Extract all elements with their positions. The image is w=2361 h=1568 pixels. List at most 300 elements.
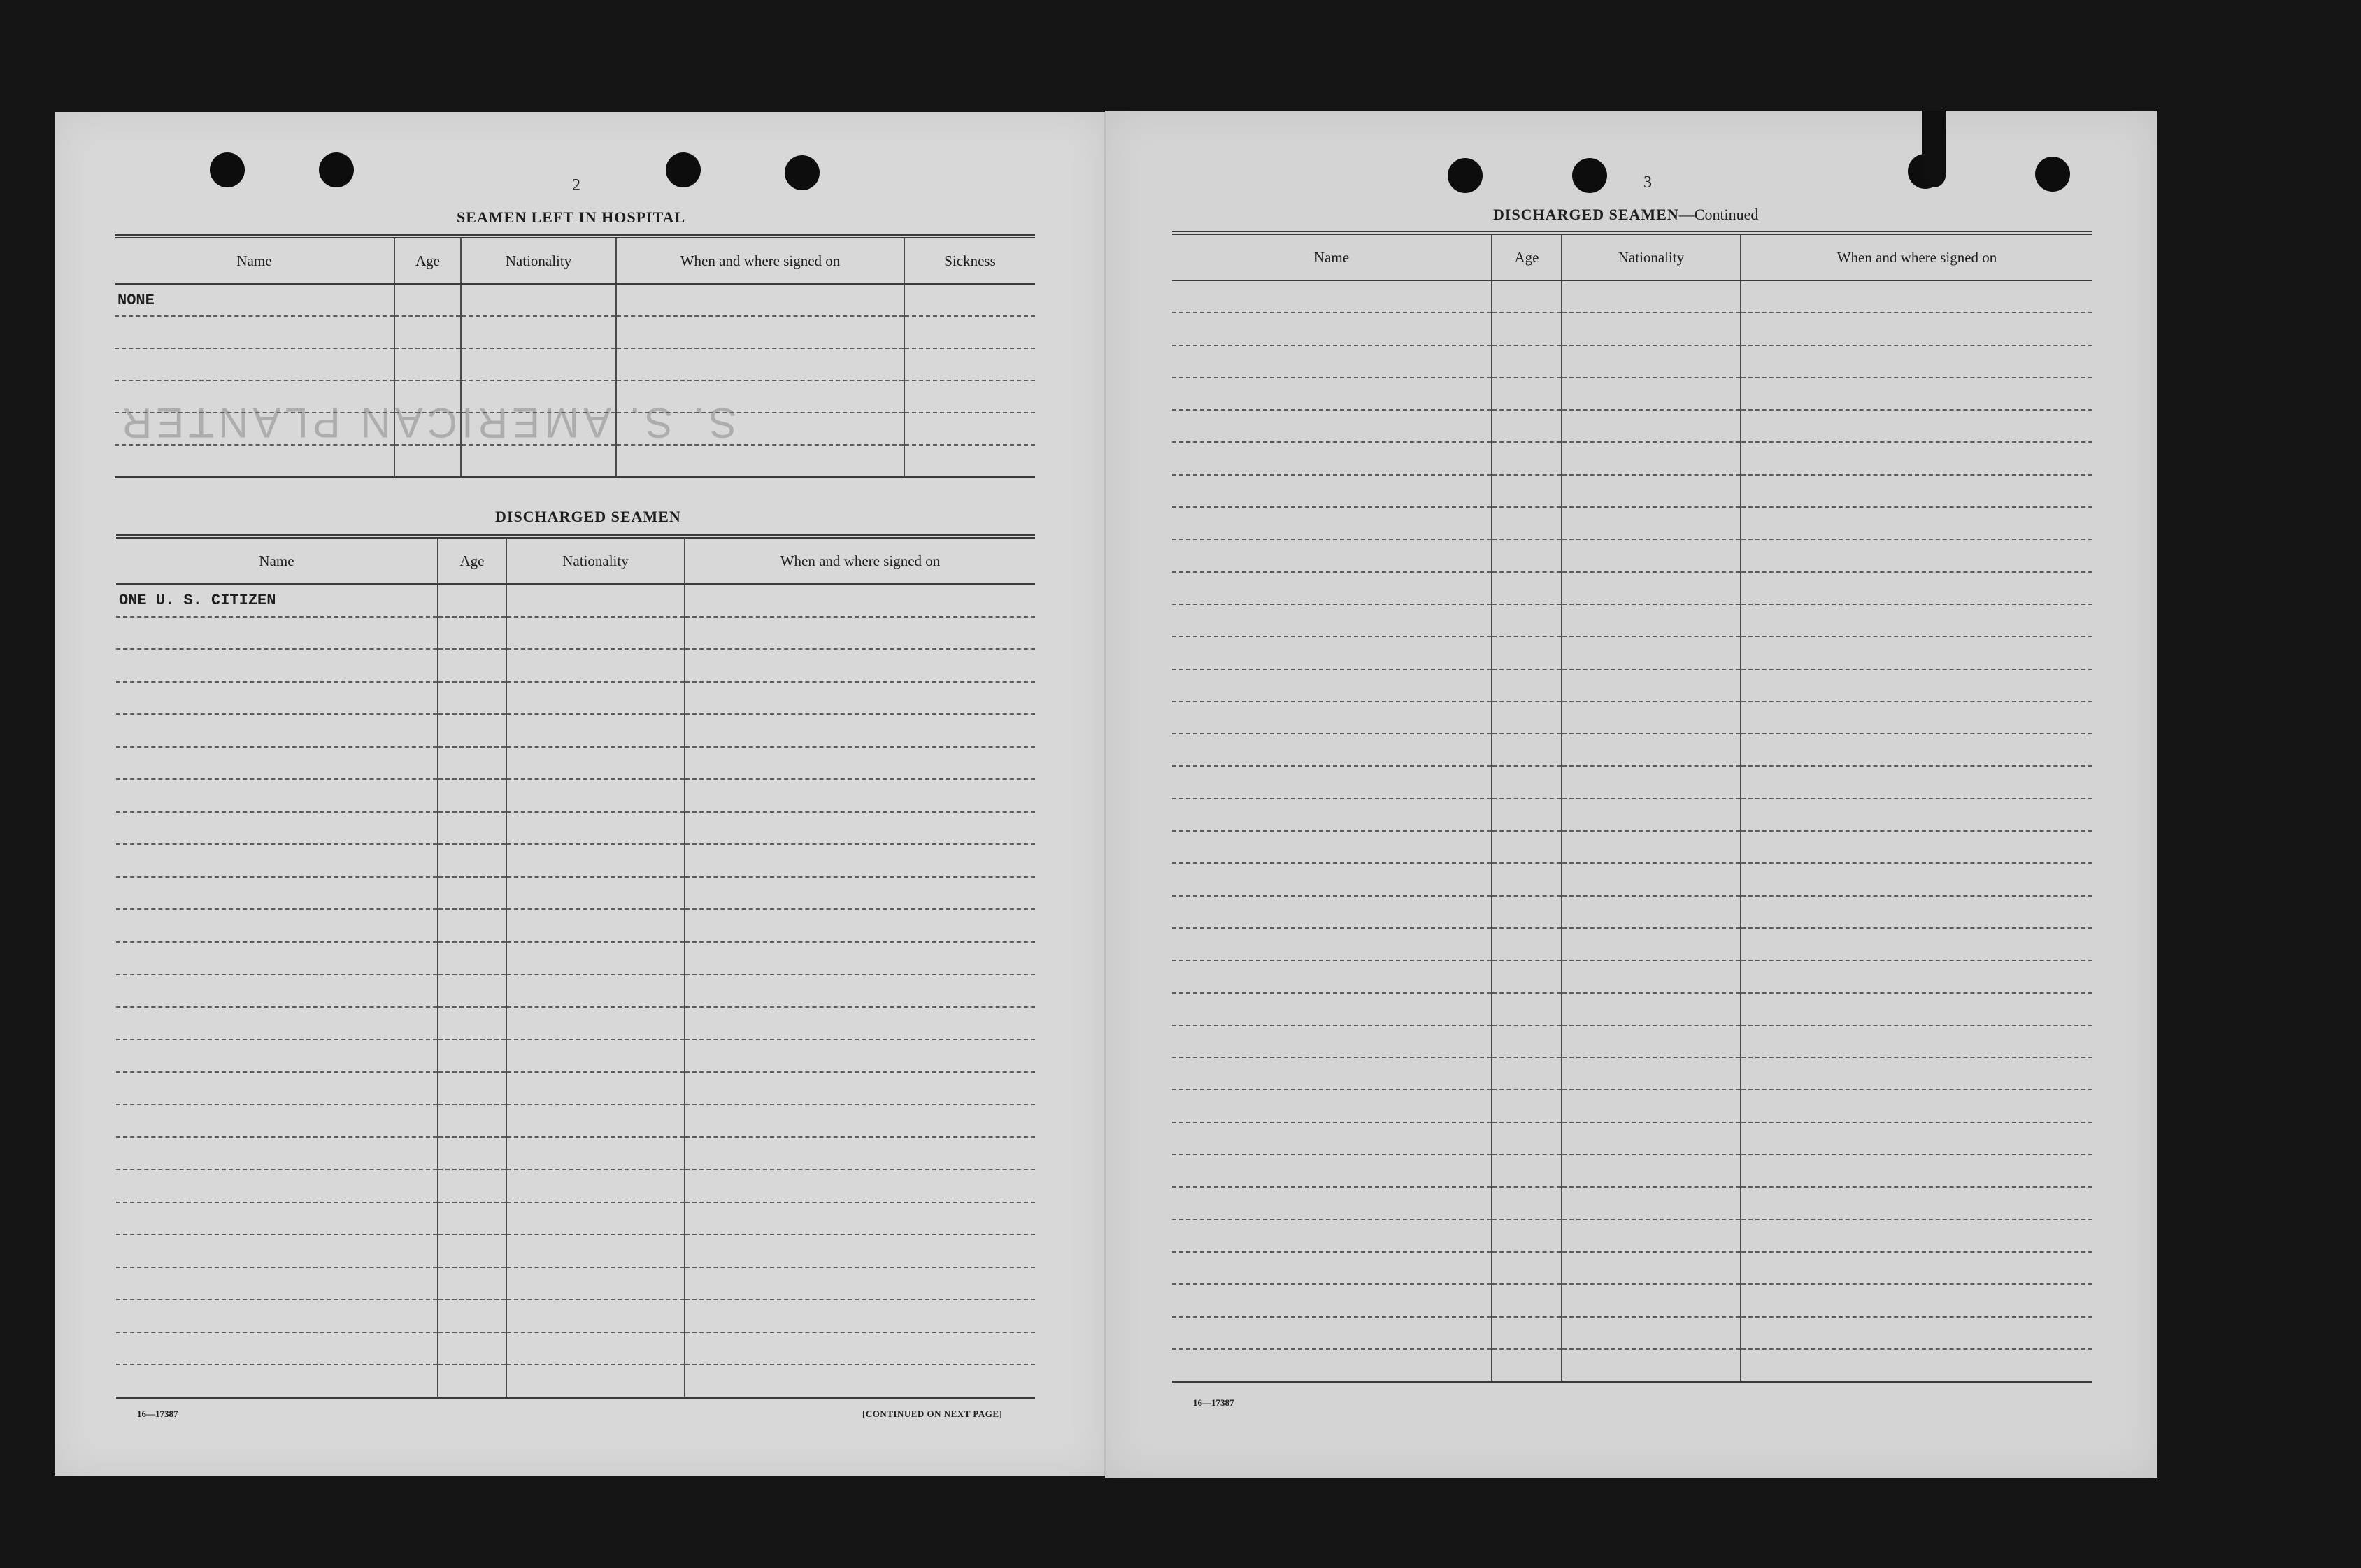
table-cell (685, 844, 1035, 877)
table-cell (116, 1299, 438, 1332)
table-cell (616, 413, 904, 445)
table-row (1172, 378, 2092, 410)
table-cell (1741, 604, 2092, 636)
table-row (116, 747, 1035, 780)
table-row (1172, 345, 2092, 378)
table-cell (1492, 1252, 1562, 1284)
table-row (1172, 1220, 2092, 1252)
table-cell (506, 1072, 685, 1105)
form-number: 16—17387 (137, 1409, 178, 1419)
table-cell (438, 1007, 506, 1040)
table-row (1172, 928, 2092, 960)
table-row (115, 380, 1035, 413)
table-cell (1492, 1284, 1562, 1316)
table-cell (1172, 1155, 1492, 1187)
table-cell (1562, 799, 1741, 831)
table-cell (685, 747, 1035, 780)
table-cell (685, 1267, 1035, 1300)
column-header: Age (394, 236, 461, 284)
right-page (1105, 111, 2157, 1478)
table-cell (116, 1267, 438, 1300)
table-cell (685, 1364, 1035, 1397)
table-cell (1741, 539, 2092, 571)
table-row (1172, 1090, 2092, 1122)
table-cell (116, 779, 438, 812)
table-cell (1562, 766, 1741, 798)
table-cell (1492, 475, 1562, 507)
table-cell (685, 974, 1035, 1007)
continued-title-suffix: —Continued (1678, 206, 1759, 223)
table-cell (1562, 572, 1741, 604)
table-cell (506, 1332, 685, 1365)
punch-hole-icon (1572, 158, 1607, 193)
table-row (116, 1104, 1035, 1137)
table-cell (1562, 378, 1741, 410)
table-cell (685, 714, 1035, 747)
table-cell (394, 445, 461, 478)
column-header: Age (438, 536, 506, 584)
table-cell (1741, 1187, 2092, 1219)
table-cell (506, 584, 685, 617)
table-cell (1562, 896, 1741, 928)
table-cell (1492, 1187, 1562, 1219)
table-cell (115, 380, 394, 413)
left-page (55, 112, 1105, 1476)
table-cell (1492, 442, 1562, 474)
table-row (1172, 766, 2092, 798)
table-cell (1492, 1155, 1562, 1187)
table-row (1172, 313, 2092, 345)
table-row (116, 909, 1035, 942)
table-cell (506, 682, 685, 715)
table-row (115, 316, 1035, 348)
table-cell (116, 844, 438, 877)
table-cell (116, 1169, 438, 1202)
table-cell (1741, 313, 2092, 345)
table-cell (438, 844, 506, 877)
table-cell (1172, 1090, 1492, 1122)
table-row (1172, 280, 2092, 313)
table-cell (1492, 636, 1562, 669)
table-cell (1492, 313, 1562, 345)
table-cell (1562, 1317, 1741, 1349)
table-cell (1172, 734, 1492, 766)
table-row (1172, 1155, 2092, 1187)
table-row (1172, 1025, 2092, 1057)
table-cell (461, 380, 616, 413)
table-cell (904, 348, 1035, 380)
table-cell (616, 284, 904, 316)
table-cell (1562, 1284, 1741, 1316)
table-cell (1172, 896, 1492, 928)
table-cell (116, 812, 438, 845)
table-cell (506, 877, 685, 910)
table-cell (1741, 766, 2092, 798)
table-cell (685, 1104, 1035, 1137)
table-row (116, 714, 1035, 747)
table-row (1172, 1349, 2092, 1382)
table-row (116, 649, 1035, 682)
table-cell (1741, 572, 2092, 604)
table-cell (1562, 734, 1741, 766)
table-row (116, 844, 1035, 877)
table-cell (506, 1299, 685, 1332)
table-cell (1562, 475, 1741, 507)
table-cell (685, 877, 1035, 910)
column-header: Name (1172, 233, 1492, 280)
table-cell (685, 812, 1035, 845)
table-row (116, 974, 1035, 1007)
table-cell (1172, 863, 1492, 895)
table-cell (1562, 831, 1741, 863)
table-cell (506, 1267, 685, 1300)
table-cell (1172, 960, 1492, 992)
table-cell (506, 909, 685, 942)
table-cell (1492, 539, 1562, 571)
table-cell (438, 1169, 506, 1202)
table-cell (904, 445, 1035, 478)
table-cell (461, 316, 616, 348)
table-cell (1492, 345, 1562, 378)
punch-hole-icon (2035, 157, 2070, 192)
table-cell (1741, 701, 2092, 734)
table-cell (1562, 1090, 1741, 1122)
table-cell (438, 714, 506, 747)
table-cell: ONE U. S. CITIZEN (116, 584, 438, 617)
table-cell (1562, 701, 1741, 734)
table-row (1172, 410, 2092, 442)
table-row (1172, 636, 2092, 669)
table-cell (1172, 928, 1492, 960)
table-row (116, 1169, 1035, 1202)
table-cell (438, 974, 506, 1007)
table-cell (1741, 831, 2092, 863)
table-cell: NONE (115, 284, 394, 316)
table-row (116, 1072, 1035, 1105)
table-cell (438, 1104, 506, 1137)
table-cell (1492, 1220, 1562, 1252)
table-row (115, 413, 1035, 445)
table-cell (1562, 1057, 1741, 1090)
table-cell (1492, 378, 1562, 410)
table-cell (506, 617, 685, 650)
table-cell (116, 1007, 438, 1040)
table-row (116, 1332, 1035, 1365)
table-cell (1741, 378, 2092, 410)
table-cell (616, 316, 904, 348)
column-header: Nationality (461, 236, 616, 284)
table-cell (1492, 1090, 1562, 1122)
column-header: Age (1492, 233, 1562, 280)
page-number: 2 (572, 176, 580, 194)
table-cell (1492, 896, 1562, 928)
page-fold (1104, 112, 1106, 1476)
table-row (116, 877, 1035, 910)
table-cell (685, 909, 1035, 942)
table-cell (1172, 604, 1492, 636)
table-row (1172, 831, 2092, 863)
column-header: Sickness (904, 236, 1035, 284)
table-cell (116, 1364, 438, 1397)
table-cell (1741, 1057, 2092, 1090)
table-cell (115, 413, 394, 445)
table-cell (438, 584, 506, 617)
table-cell (1172, 378, 1492, 410)
table-row (116, 1267, 1035, 1300)
table-cell (1172, 539, 1492, 571)
table-cell (116, 974, 438, 1007)
table-cell (1741, 1155, 2092, 1187)
table-cell (1492, 831, 1562, 863)
table-row (116, 942, 1035, 975)
table-cell (506, 1137, 685, 1170)
punch-hole-icon (1448, 158, 1483, 193)
table-cell (1492, 1122, 1562, 1155)
table-cell (1172, 636, 1492, 669)
table-row (116, 584, 1035, 617)
table-cell (685, 1234, 1035, 1267)
table-cell (1172, 766, 1492, 798)
table-cell (438, 1072, 506, 1105)
table-cell (1492, 1025, 1562, 1057)
punch-hole-icon (210, 152, 245, 187)
binder-clip (1922, 111, 1946, 187)
table-row (1172, 734, 2092, 766)
table-cell (904, 413, 1035, 445)
table-cell (1172, 1317, 1492, 1349)
discharged-section-title: DISCHARGED SEAMEN (495, 508, 681, 525)
table-cell (685, 682, 1035, 715)
table-cell (1562, 313, 1741, 345)
column-header: Name (116, 536, 438, 584)
table-cell (116, 1072, 438, 1105)
table-cell (461, 348, 616, 380)
table-cell (116, 909, 438, 942)
table-cell (438, 1299, 506, 1332)
punch-hole-icon (785, 155, 820, 190)
table-row (116, 1137, 1035, 1170)
table-row (116, 1039, 1035, 1072)
bleed-through-text: S. S. AMERICAN PLANTER (117, 399, 737, 446)
table-cell (506, 974, 685, 1007)
table-row (1172, 960, 2092, 992)
page-number: 3 (1643, 173, 1652, 192)
table-cell (438, 812, 506, 845)
table-cell (506, 844, 685, 877)
table-cell (1741, 734, 2092, 766)
table-cell (506, 1364, 685, 1397)
table-cell (438, 1332, 506, 1365)
table-cell (1562, 1187, 1741, 1219)
table-cell (904, 316, 1035, 348)
table-cell (1172, 993, 1492, 1025)
continued-note: [CONTINUED ON NEXT PAGE] (862, 1409, 1003, 1419)
table-cell (1741, 442, 2092, 474)
table-cell (1492, 280, 1562, 313)
table-row (1172, 604, 2092, 636)
table-cell (1172, 1122, 1492, 1155)
column-header: When and where signed on (616, 236, 904, 284)
table-cell (394, 284, 461, 316)
table-cell (1172, 475, 1492, 507)
table-row (1172, 863, 2092, 895)
table-cell (616, 348, 904, 380)
table-cell (394, 413, 461, 445)
table-cell (1562, 993, 1741, 1025)
table-cell (685, 584, 1035, 617)
table-cell (506, 942, 685, 975)
table-cell (1492, 507, 1562, 539)
table-cell (461, 413, 616, 445)
table-cell (1741, 280, 2092, 313)
table-cell (1741, 636, 2092, 669)
table-row (116, 682, 1035, 715)
table-cell (685, 1299, 1035, 1332)
table-row (116, 1364, 1035, 1397)
table-cell (1562, 1252, 1741, 1284)
table-row (1172, 1057, 2092, 1090)
table-cell (1172, 572, 1492, 604)
table-cell (506, 1039, 685, 1072)
table-cell (1492, 766, 1562, 798)
table-cell (1562, 1025, 1741, 1057)
table-cell (438, 747, 506, 780)
table-cell (116, 942, 438, 975)
table-row (1172, 1317, 2092, 1349)
table-cell (1172, 831, 1492, 863)
table-cell (685, 1007, 1035, 1040)
column-header: Nationality (506, 536, 685, 584)
hospital-section-title: SEAMEN LEFT IN HOSPITAL (457, 208, 686, 226)
table-cell (1172, 701, 1492, 734)
table-cell (394, 348, 461, 380)
table-row (116, 1202, 1035, 1235)
table-cell (1172, 1057, 1492, 1090)
table-cell (116, 747, 438, 780)
column-header: Name (115, 236, 394, 284)
table-row (116, 617, 1035, 650)
table-cell (685, 1332, 1035, 1365)
table-cell (1741, 928, 2092, 960)
table-row (1172, 993, 2092, 1025)
table-cell (685, 617, 1035, 650)
table-cell (1492, 410, 1562, 442)
table-cell (1741, 1220, 2092, 1252)
table-cell (438, 682, 506, 715)
table-cell (438, 909, 506, 942)
table-cell (116, 649, 438, 682)
table-cell (116, 1039, 438, 1072)
table-cell (1492, 960, 1562, 992)
table-cell (904, 284, 1035, 316)
table-cell (616, 380, 904, 413)
table-cell (1741, 1122, 2092, 1155)
table-cell (1562, 507, 1741, 539)
table-cell (438, 1137, 506, 1170)
table-cell (1172, 313, 1492, 345)
table-cell (1492, 604, 1562, 636)
table-cell (438, 617, 506, 650)
table-cell (1492, 799, 1562, 831)
table-cell (1562, 636, 1741, 669)
table-cell (1562, 539, 1741, 571)
table-cell (116, 617, 438, 650)
table-cell (116, 1104, 438, 1137)
table-cell (685, 1137, 1035, 1170)
table-cell (116, 714, 438, 747)
table-row (1172, 1187, 2092, 1219)
table-cell (1741, 1090, 2092, 1122)
table-row (1172, 799, 2092, 831)
table-row (116, 812, 1035, 845)
table-cell (1562, 1155, 1741, 1187)
table-row (1172, 539, 2092, 571)
table-cell (438, 1039, 506, 1072)
table-cell (1562, 669, 1741, 701)
table-cell (506, 1007, 685, 1040)
table-row (1172, 1284, 2092, 1316)
table-cell (116, 1332, 438, 1365)
table-row (1172, 701, 2092, 734)
table-cell (685, 779, 1035, 812)
table-cell (1492, 928, 1562, 960)
table-cell (394, 316, 461, 348)
table-row (1172, 475, 2092, 507)
table-cell (1172, 669, 1492, 701)
table-cell (1741, 1025, 2092, 1057)
table-cell (1562, 280, 1741, 313)
hospital-table (115, 234, 1035, 478)
table-cell (685, 1039, 1035, 1072)
table-cell (1562, 442, 1741, 474)
table-cell (1562, 960, 1741, 992)
table-row (1172, 896, 2092, 928)
column-header: When and where signed on (685, 536, 1035, 584)
table-cell (1172, 410, 1492, 442)
table-cell (115, 316, 394, 348)
column-header: When and where signed on (1741, 233, 2092, 280)
table-cell (1562, 1349, 1741, 1382)
table-cell (1492, 572, 1562, 604)
table-cell (116, 1137, 438, 1170)
table-cell (1741, 345, 2092, 378)
table-cell (685, 942, 1035, 975)
table-row (1172, 442, 2092, 474)
form-number: 16—17387 (1193, 1397, 1234, 1408)
table-cell (1741, 669, 2092, 701)
table-cell (1492, 734, 1562, 766)
table-cell (1492, 1057, 1562, 1090)
table-cell (1741, 799, 2092, 831)
table-cell (1492, 993, 1562, 1025)
table-cell (438, 779, 506, 812)
table-cell (1562, 1220, 1741, 1252)
table-row (116, 1299, 1035, 1332)
table-cell (1562, 928, 1741, 960)
table-cell (1492, 1349, 1562, 1382)
table-cell (506, 1202, 685, 1235)
table-cell (116, 1234, 438, 1267)
table-row (116, 1234, 1035, 1267)
table-cell (438, 1234, 506, 1267)
table-cell (438, 1202, 506, 1235)
table-cell (506, 1169, 685, 1202)
table-row (115, 445, 1035, 478)
continued-title-main: DISCHARGED SEAMEN (1493, 206, 1679, 223)
table-cell (438, 1364, 506, 1397)
table-cell (685, 649, 1035, 682)
table-cell (115, 445, 394, 478)
